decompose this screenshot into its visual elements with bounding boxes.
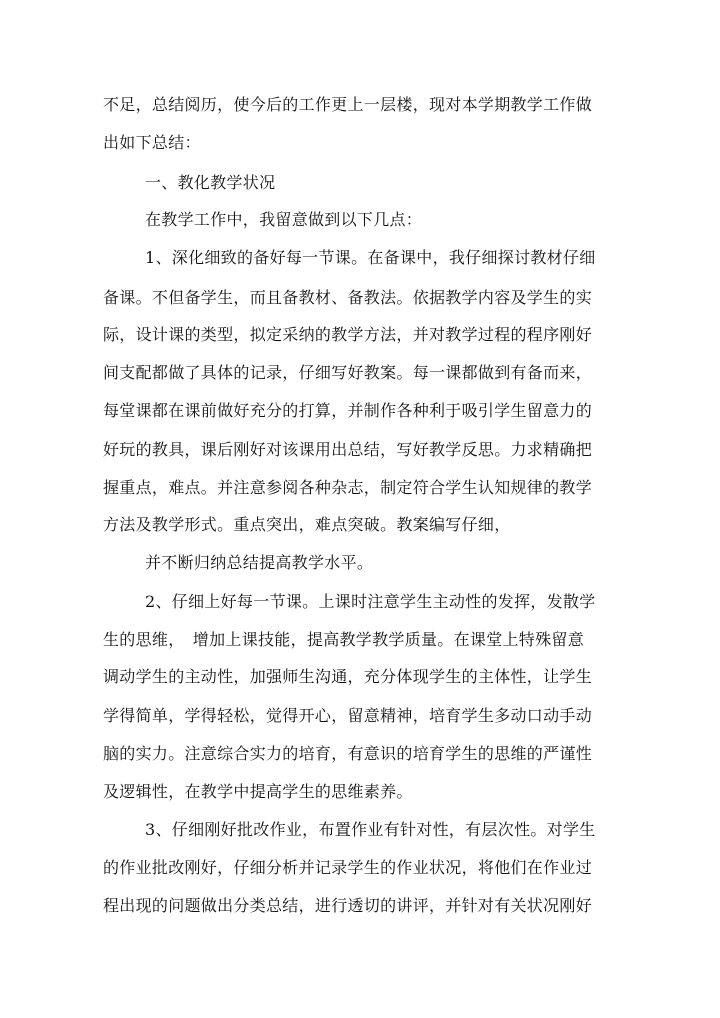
text-line: 调动学生的主动性，加强师生沟通，充分体现学生的主体性，让学生 <box>103 667 593 686</box>
section-heading: 一、教化教学状况 <box>145 173 276 192</box>
text-line: 3、仔细刚好批改作业，布置作业有针对性，有层次性。对学生 <box>145 820 596 839</box>
text-line: 2、仔细上好每一节课。上课时注意学生主动性的发挥，发散学 <box>145 592 596 611</box>
text-line: 间支配都做了具体的记录，仔细写好教案。每一课都做到有备而来， <box>103 363 593 382</box>
text-line: 好玩的教具，课后刚好对该课用出总结，写好教学反思。力求精确把 <box>103 440 593 459</box>
text-line: 备课。不但备学生，而且备教材、备教法。依据教学内容及学生的实 <box>103 288 593 307</box>
text-line: 1、深化细致的备好每一节课。在备课中，我仔细探讨教材仔细 <box>145 248 596 267</box>
text-line: 际，设计课的类型，拟定采纳的教学方法，并对教学过程的程序刚好 <box>103 325 593 344</box>
text-line: 不足，总结阅历，使今后的工作更上一层楼，现对本学期教学工作做 <box>103 95 593 114</box>
text-line: 握重点，难点。并注意参阅各种杂志，制定符合学生认知规律的教学 <box>103 478 593 497</box>
text-line: 并不断归纳总结提高教学水平。 <box>145 553 374 572</box>
text-line: 的作业批改刚好，仔细分析并记录学生的作业状况，将他们在作业过 <box>103 858 593 877</box>
text-line: 出如下总结： <box>103 133 201 152</box>
text-line: 在教学工作中，我留意做到以下几点： <box>145 210 423 229</box>
text-line: 脑的实力。注意综合实力的培育，有意识的培育学生的思维的严谨性 <box>103 744 593 763</box>
text-line: 每堂课都在课前做好充分的打算，并制作各种利于吸引学生留意力的 <box>103 401 593 420</box>
text-line: 生的思维， 增加上课技能，提高教学教学质量。在课堂上特殊留意 <box>103 630 585 649</box>
text-line: 及逻辑性，在教学中提高学生的思维素养。 <box>103 782 413 801</box>
text-line: 方法及教学形式。重点突出，难点突破。教案编写仔细， <box>103 515 511 534</box>
text-line: 程出现的问题做出分类总结，进行透切的讲评，并针对有关状况刚好 <box>103 896 593 915</box>
text-line: 学得简单，学得轻松，觉得开心，留意精神，培育学生多动口动手动 <box>103 706 593 725</box>
